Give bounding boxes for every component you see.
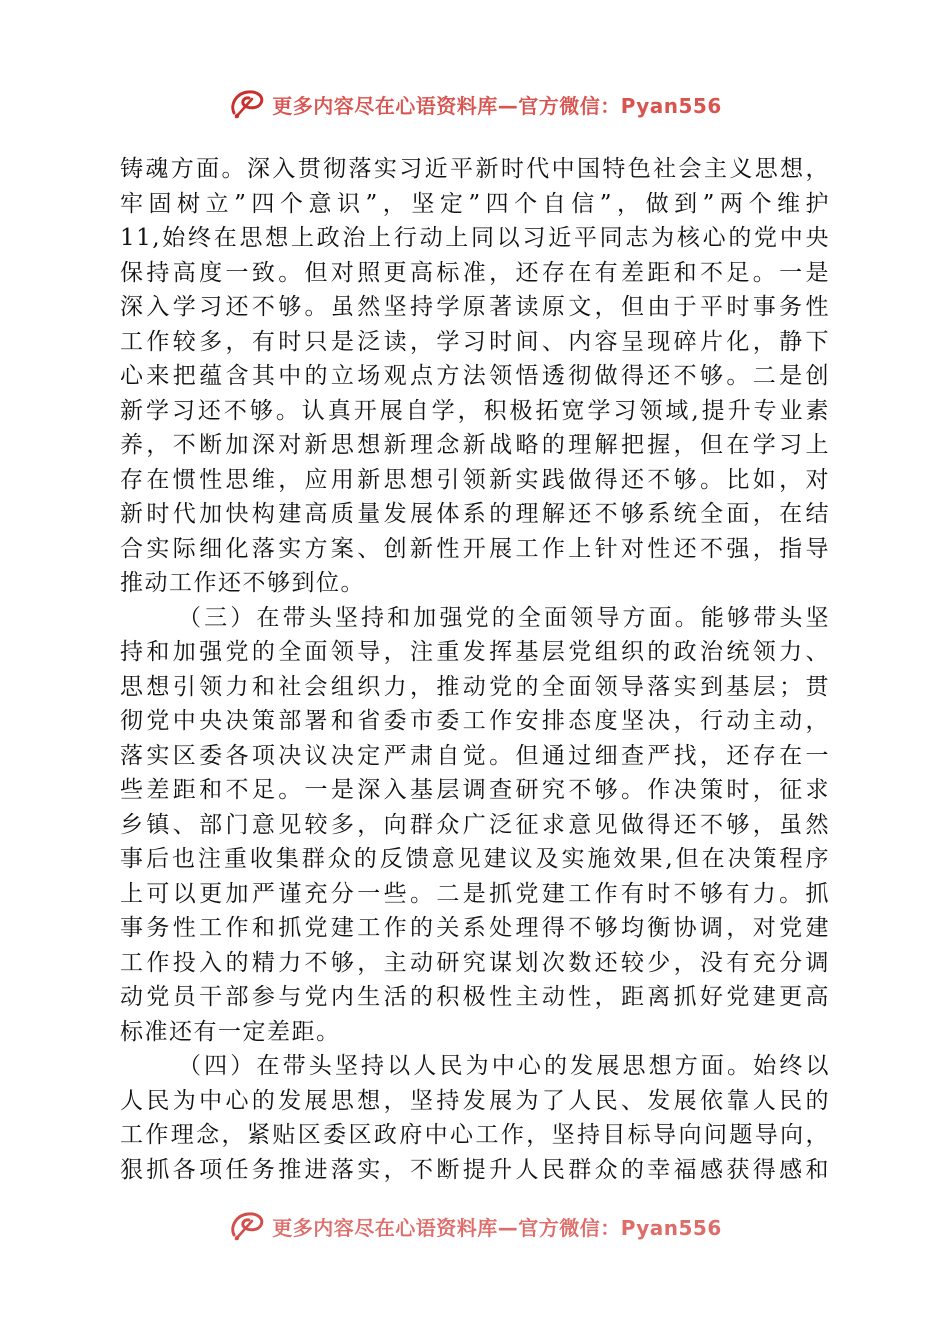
- text-line: 上可以更加严谨充分一些。二是抓党建工作有时不够有力。抓: [120, 880, 830, 907]
- quill-logo-icon: [228, 87, 268, 121]
- watermark-footer: [0, 1206, 950, 1246]
- text-line: 心来把蕴含其中的立场观点方法领悟透彻做得还不够。二是创: [120, 363, 830, 389]
- text-line: 思想引领力和社会组织力，推动党的全面领导落实到基层；贯: [120, 673, 830, 700]
- text-line: 工作投入的精力不够，主动研究谋划次数还较少，没有充分调: [120, 949, 830, 976]
- text-line: 落实区委各项决议决定严肃自觉。但通过细查严找，还存在一: [120, 742, 830, 769]
- text-line: 持和加强党的全面领导，注重发挥基层党组织的政治统领力、: [120, 639, 830, 665]
- text-line: 人民为中心的发展思想，坚持发展为了人民、发展依靠人民的: [120, 1087, 830, 1114]
- text-line: 新学习还不够。认真开展自学，积极拓宽学习领域,提升专业素: [120, 397, 830, 424]
- text-line: 乡镇、部门意见较多，向群众广泛征求意见做得还不够，虽然: [120, 811, 830, 838]
- text-line: 合实际细化落实方案、创新性开展工作上针对性还不强，指导: [120, 535, 830, 562]
- text-line: 存在惯性思维，应用新思想引领新实践做得还不够。比如，对: [120, 466, 830, 493]
- text-line: 动党员干部参与党内生活的积极性主动性，距离抓好党建更高: [120, 984, 830, 1010]
- quill-logo-icon: [228, 1209, 268, 1243]
- text-line: 些差距和不足。一是深入基层调查研究不够。作决策时，征求: [120, 777, 830, 803]
- text-line: 养，不断加深对新思想新理念新战略的理解把握，但在学习上: [120, 432, 830, 458]
- text-line: 牢固树立”四个意识”，坚定”四个自信”，做到”两个维护: [120, 190, 830, 217]
- text-line: 事后也注重收集群众的反馈意见建议及实施效果,但在决策程序: [120, 846, 830, 872]
- text-line: （三）在带头坚持和加强党的全面领导方面。能够带头坚: [178, 604, 830, 631]
- text-line: 铸魂方面。深入贯彻落实习近平新时代中国特色社会主义思想，: [120, 156, 830, 182]
- text-line: 新时代加快构建高质量发展体系的理解还不够系统全面，在结: [120, 501, 830, 527]
- text-line: 工作理念，紧贴区委区政府中心工作，坚持目标导向问题导向，: [120, 1122, 830, 1148]
- document-body: [120, 152, 830, 1187]
- text-line: 彻党中央决策部署和省委市委工作安排态度坚决，行动主动，: [120, 708, 830, 734]
- watermark-text: 更多内容尽在心语资料库—官方微信：Pyan556: [272, 93, 722, 118]
- watermark-header: [0, 84, 950, 124]
- text-line: 深入学习还不够。虽然坚持学原著读原文，但由于平时事务性: [120, 294, 830, 320]
- text-line: （四）在带头坚持以人民为中心的发展思想方面。始终以: [178, 1053, 830, 1079]
- text-line: 保持高度一致。但对照更高标准，还存在有差距和不足。一是: [120, 259, 830, 286]
- body-text: [120, 152, 830, 1187]
- watermark-text: 更多内容尽在心语资料库—官方微信：Pyan556: [272, 1215, 722, 1240]
- text-line: 推动工作还不够到位。: [120, 570, 365, 596]
- text-line: 工作较多，有时只是泛读，学习时间、内容呈现碎片化，静下: [120, 328, 830, 355]
- text-line: 事务性工作和抓党建工作的关系处理得不够均衡协调，对党建: [120, 915, 830, 941]
- text-line: 标准还有一定差距。: [120, 1018, 341, 1045]
- text-line: 狠抓各项任务推进落实，不断提升人民群众的幸福感获得感和: [120, 1156, 830, 1183]
- text-line: 11,始终在思想上政治上行动上同以习近平同志为核心的党中央: [120, 225, 830, 251]
